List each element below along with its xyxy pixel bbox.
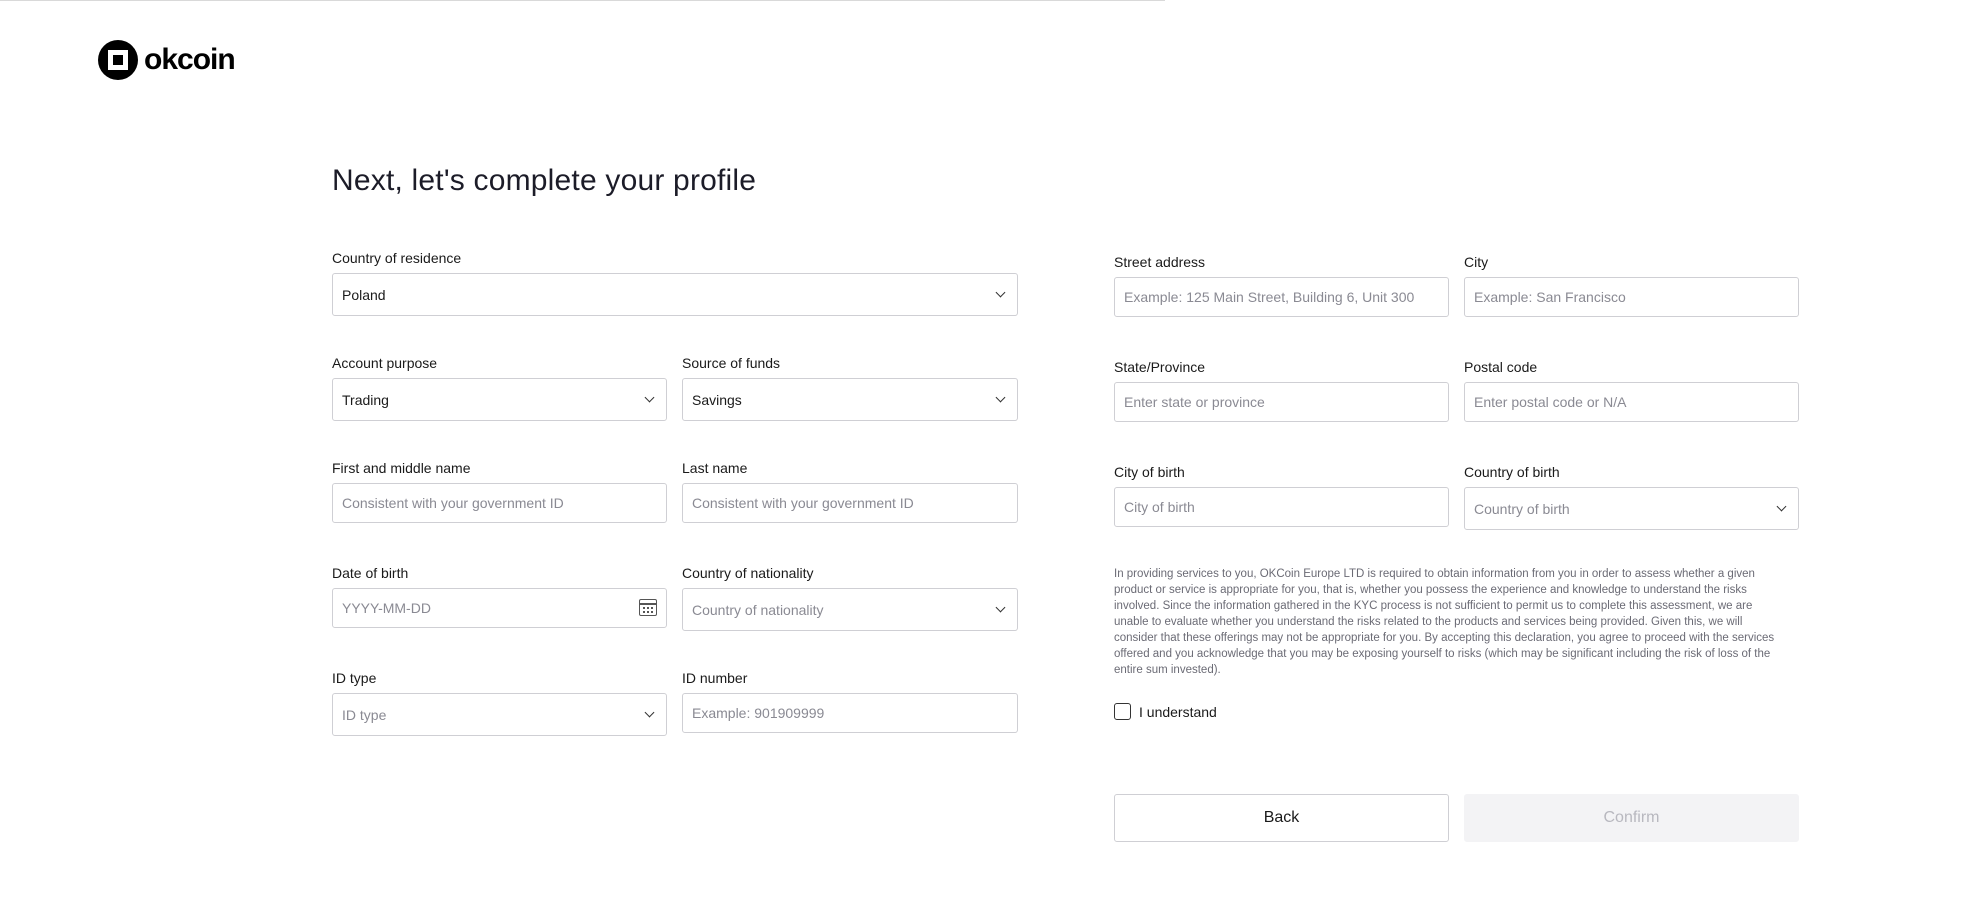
city-field bbox=[1464, 254, 1799, 317]
last-name-field bbox=[682, 460, 1018, 523]
first-name-field bbox=[332, 460, 667, 523]
chevron-down-icon bbox=[994, 393, 1008, 407]
understand-checkbox-row[interactable] bbox=[1114, 703, 1217, 720]
id-number-field bbox=[682, 670, 1018, 733]
id-type-placeholder: ID type bbox=[342, 706, 387, 723]
source-of-funds-label: Source of funds bbox=[682, 355, 781, 371]
city-input[interactable] bbox=[1464, 277, 1799, 317]
nationality-select[interactable] bbox=[682, 588, 1018, 631]
country-of-residence-select[interactable] bbox=[332, 273, 1018, 316]
source-of-funds-select[interactable] bbox=[682, 378, 1018, 421]
id-number-input[interactable] bbox=[682, 693, 1018, 733]
logo-text: okcoin bbox=[144, 43, 235, 76]
confirm-button[interactable]: Confirm bbox=[1464, 794, 1799, 842]
understand-checkbox[interactable] bbox=[1114, 703, 1131, 720]
city-label: City bbox=[1464, 254, 1489, 270]
state-field bbox=[1114, 359, 1449, 422]
chevron-down-icon bbox=[994, 288, 1008, 302]
id-type-field bbox=[332, 670, 667, 736]
last-name-input[interactable] bbox=[682, 483, 1018, 523]
country-of-residence-value: Poland bbox=[342, 286, 386, 303]
nationality-placeholder: Country of nationality bbox=[692, 601, 824, 618]
chevron-down-icon bbox=[1775, 502, 1789, 516]
kyc-disclaimer: In providing services to you, OKCoin Europe LTD is required to obtain information from you in order to assess whether a given product or service is appropriate for you, that is, whether you possess the experience and knowledge to understand the risks involved. Since the information gathered in the KYC process is not sufficient to permit us to complete this assessment, we are unable to evaluate whether you understand the risks related to the products and services being provided. Given this, we will consider that these offerings may not be appropriate for you. By accepting this declaration, you agree to proceed with the services offered and you acknowledge that you may be exposing yourself to risks (which may be significant including the risk of loss of the entire sum invested). bbox=[1114, 568, 1775, 676]
country-of-birth-field bbox=[1464, 464, 1799, 530]
first-name-label: First and middle name bbox=[332, 460, 471, 476]
date-of-birth-label: Date of birth bbox=[332, 565, 409, 581]
state-label: State/Province bbox=[1114, 359, 1206, 375]
calendar-icon[interactable] bbox=[639, 599, 657, 616]
chevron-down-icon bbox=[643, 393, 657, 407]
understand-label[interactable]: I understand bbox=[1139, 703, 1217, 720]
country-of-residence-field bbox=[332, 250, 1018, 316]
last-name-label: Last name bbox=[682, 460, 748, 476]
country-of-residence-label: Country of residence bbox=[332, 250, 462, 266]
street-address-input[interactable] bbox=[1114, 277, 1449, 317]
account-purpose-label: Account purpose bbox=[332, 355, 438, 371]
country-of-birth-select[interactable] bbox=[1464, 487, 1799, 530]
page-title: Next, let's complete your profile bbox=[332, 164, 757, 197]
city-of-birth-label: City of birth bbox=[1114, 464, 1185, 480]
date-of-birth-input[interactable] bbox=[332, 588, 667, 628]
id-type-label: ID type bbox=[332, 670, 377, 686]
city-of-birth-field bbox=[1114, 464, 1449, 527]
chevron-down-icon bbox=[994, 603, 1008, 617]
state-input[interactable] bbox=[1114, 382, 1449, 422]
source-of-funds-field bbox=[682, 355, 1018, 421]
okcoin-logo[interactable] bbox=[98, 40, 235, 80]
first-name-input[interactable] bbox=[332, 483, 667, 523]
top-divider bbox=[0, 0, 1165, 1]
source-of-funds-value: Savings bbox=[692, 391, 742, 408]
street-address-field bbox=[1114, 254, 1449, 317]
postal-code-field bbox=[1464, 359, 1799, 422]
nationality-label: Country of nationality bbox=[682, 565, 814, 581]
id-type-select[interactable] bbox=[332, 693, 667, 736]
account-purpose-select[interactable] bbox=[332, 378, 667, 421]
postal-code-label: Postal code bbox=[1464, 359, 1538, 375]
okcoin-logo-icon bbox=[98, 40, 138, 80]
chevron-down-icon bbox=[643, 708, 657, 722]
street-address-label: Street address bbox=[1114, 254, 1206, 270]
id-number-label: ID number bbox=[682, 670, 748, 686]
postal-code-input[interactable] bbox=[1464, 382, 1799, 422]
country-of-birth-placeholder: Country of birth bbox=[1474, 500, 1570, 517]
city-of-birth-input[interactable] bbox=[1114, 487, 1449, 527]
date-of-birth-field bbox=[332, 565, 667, 628]
nationality-field bbox=[682, 565, 1018, 631]
country-of-birth-label: Country of birth bbox=[1464, 464, 1560, 480]
back-button[interactable]: Back bbox=[1114, 794, 1449, 842]
account-purpose-field bbox=[332, 355, 667, 421]
account-purpose-value: Trading bbox=[342, 391, 389, 408]
